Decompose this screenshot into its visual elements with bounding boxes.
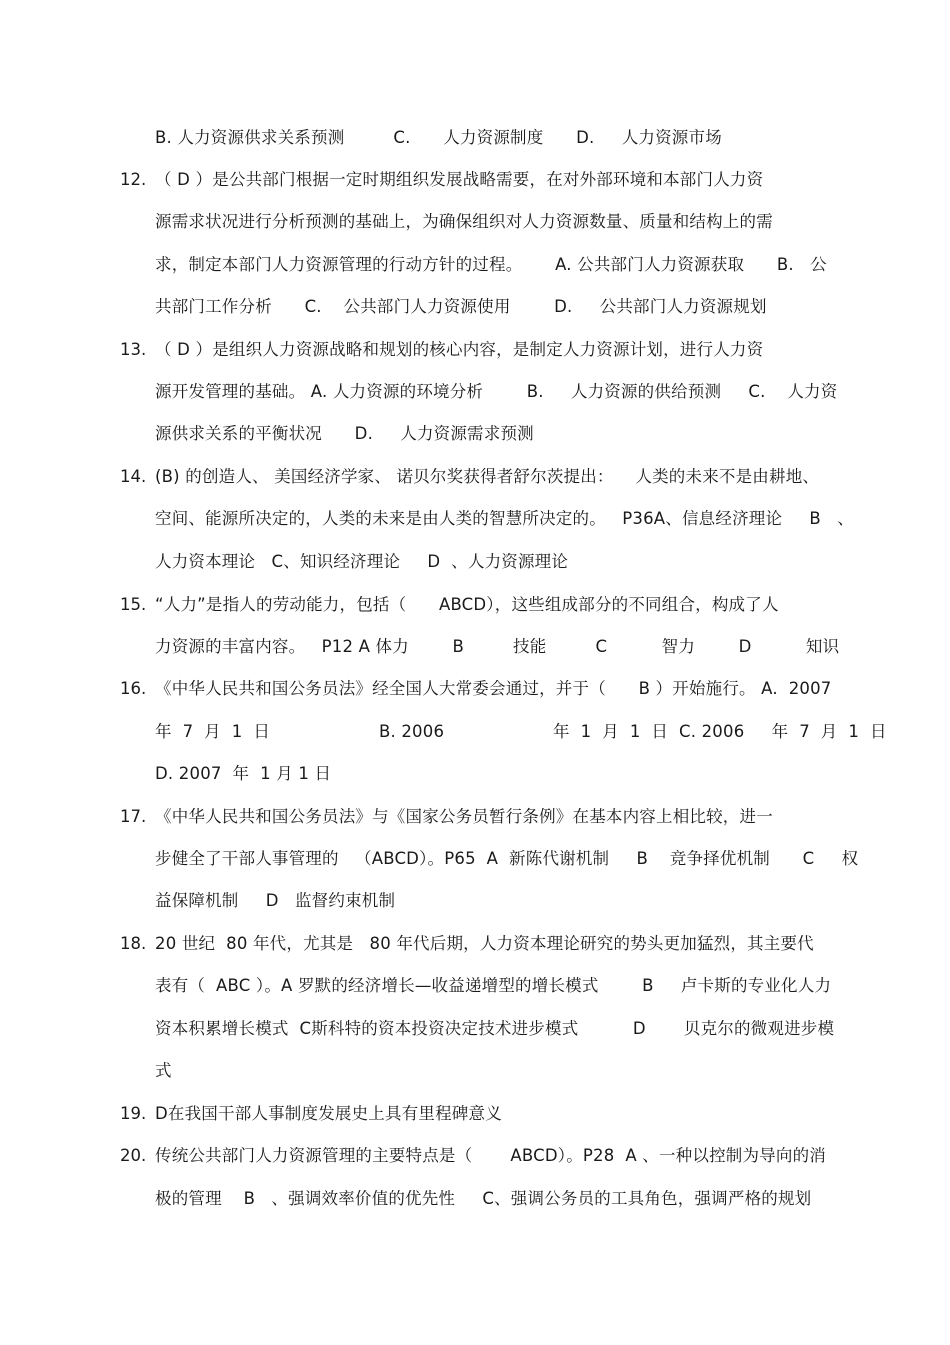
text-line: 资本积累增长模式 C斯科特的资本投资决定技术进步模式 D 贝克尔的微观进步模	[155, 1019, 835, 1038]
text-line: 式	[155, 1061, 172, 1080]
text-line: 传统公共部门人力资源管理的主要特点是（ ABCD）。P28 A 、一种以控制为导向的消	[155, 1146, 826, 1165]
question-number: 19.	[120, 1104, 147, 1123]
question-number: 12.	[120, 170, 147, 189]
text-line: 共部门工作分析 C. 公共部门人力资源使用 D. 公共部门人力资源规划	[155, 297, 767, 316]
text-line: 步健全了干部人事管理的 （ABCD）。P65 A 新陈代谢机制 B 竞争择优机制 C 权	[155, 849, 859, 868]
text-line: 空间、能源所决定的，人类的未来是由人类的智慧所决定的。 P36A、信息经济理论 B 、	[155, 509, 854, 528]
text-line: 源供求关系的平衡状况 D. 人力资源需求预测	[155, 424, 534, 443]
question-number: 18.	[120, 934, 147, 953]
text-line: 源开发管理的基础。 A. 人力资源的环境分析 B. 人力资源的供给预测 C. 人力资	[155, 382, 838, 401]
text-line: 年 7 月 1 日 B. 2006 年 1 月 1 日 C. 2006 年 7 月 1 日	[155, 722, 887, 741]
question-number: 17.	[120, 807, 147, 826]
text-line: 极的管理 B 、强调效率价值的优先性 C、强调公务员的工具角色，强调严格的规划	[155, 1189, 812, 1208]
text-line: 《中华人民共和国公务员法》与《国家公务员暂行条例》在基本内容上相比较，进一	[155, 807, 773, 826]
text-line: D. 2007 年 1 月 1 日	[155, 764, 332, 783]
text-line: （ D ）是组织人力资源战略和规划的核心内容，是制定人力资源计划，进行人力资	[155, 340, 764, 359]
text-line: 益保障机制 D 监督约束机制	[155, 891, 396, 910]
text-line: D在我国干部人事制度发展史上具有里程碑意义	[155, 1104, 502, 1123]
text-line: 表有（ ABC ）。A 罗默的经济增长—收益递增型的增长模式 B 卢卡斯的专业化人力	[155, 976, 832, 995]
text-line: 《中华人民共和国公务员法》经全国人大常委会通过，并于（ B ）开始施行。 A. 2007	[155, 679, 832, 698]
question-number: 16.	[120, 679, 147, 698]
question-number: 15.	[120, 595, 147, 614]
text-line: 20 世纪 80 年代，尤其是 80 年代后期，人力资本理论研究的势头更加猛烈，其主要代	[155, 934, 814, 953]
question-number: 20.	[120, 1146, 147, 1165]
text-line: B. 人力资源供求关系预测 C. 人力资源制度 D. 人力资源市场	[155, 128, 722, 147]
text-line: 人力资本理论 C、知识经济理论 D 、人力资源理论	[155, 552, 569, 571]
question-number: 13.	[120, 340, 147, 359]
text-line: 求，制定本部门人力资源管理的行动方针的过程。 A. 公共部门人力资源获取 B. 公	[155, 255, 827, 274]
text-line: 源需求状况进行分析预测的基础上，为确保组织对人力资源数量、质量和结构上的需	[155, 212, 773, 231]
text-line: （ D ）是公共部门根据一定时期组织发展战略需要，在对外部环境和本部门人力资	[155, 170, 764, 189]
text-line: 力资源的丰富内容。 P12 A 体力 B 技能 C 智力 D 知识	[155, 637, 840, 656]
text-line: “人力”是指人的劳动能力，包括（ ABCD），这些组成部分的不同组合，构成了人	[155, 595, 779, 614]
question-number: 14.	[120, 467, 147, 486]
text-line: (B) 的创造人、 美国经济学家、 诺贝尔奖获得者舒尔茨提出： 人类的未来不是由耕地、	[155, 467, 820, 486]
